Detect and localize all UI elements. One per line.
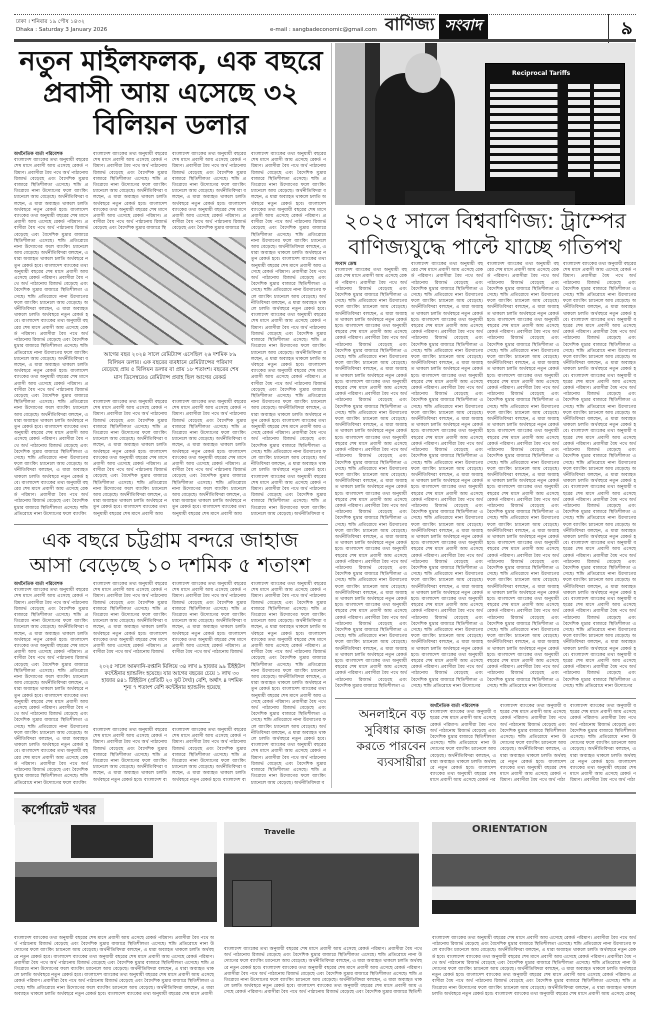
masthead-right: সংবাদ [439, 14, 488, 39]
body-text: বাংলাদেশ ব্যাংকের তথ্য অনুযায়ী বছরের শেষ মাসে প্রবাসী আয় এসেছে রেকর্ড পরিমাণ। প্রবাসীরা বৈধ পথে অর্থ পাঠানোয় রিজার্ভ বেড়েছে এবং বৈদেশিক মুদ্রার বাজারে স্থিতিশীলতা এসেছে। হুন্ডি প্রতিরোধে নানা উদ্যোগের ফলে ব্যাংকিং চ্যানেলে আয় বেড়েছে। অর্থনীতিবিদরা বলছেন, এ ধারা অব্যাহত থাকলে চলতি অর্থবছরে নতুন রেকর্ড হবে। বাংলাদেশ ব্য [172, 728, 246, 783]
section-divider [335, 698, 636, 699]
port-col-2 [93, 582, 167, 656]
money-photo [93, 237, 246, 345]
body-text: বাংলাদেশ ব্যাংকের তথ্য অনুযায়ী বছরের শেষ মাসে প্রবাসী আয় এসেছে রেকর্ড পরিমাণ। প্রবাসীরা বৈধ পথে অর্থ পাঠানোয় রিজার্ভ বেড়েছে এবং বৈদেশিক মুদ্রার বাজারে স্থিতিশীলতা এসেছে। হুন্ডি প্রতিরোধে নানা উদ্যোগের ফলে ব্যাংকিং চ্যানেলে আয় বেড়েছে। অর্থনীতিবিদরা বলছেন, এ ধারা অব্যাহত থাকলে চলতি অর্থবছরে নতুন রেকর্ড হবে। বাংলাদেশ ব্যাংকের তথ্য অনুযায়ী বছরের শেষ মাসে প্রবাসী আয় এসেছে রেকর্ড পরিমাণ। প্রবাসীরা বৈধ পথে অর্থ পাঠানোয় রিজার্ভ বেড়েছে এবং বৈদেশিক মুদ্রার বাজারে স্থিতিশীলতা এসেছে। হুন্ডি প্রতিরোধে নানা উদ্যোগের ফলে ব্যাংকিং চ্যানেলে আয় বেড়েছে। অর্থনীতিবিদরা বলছেন, এ ধারা অব্যাহত থাকলে চলতি অর্থবছরে নতুন রেকর্ড হবে। বাংলাদেশ ব্যাংকের তথ্য অনুযায়ী বছরের শেষ মাসে প্রবাসী আয় এসেছে রেকর্ড পরিমাণ। প্রবাসীরা বৈধ পথে অর্থ পাঠানোয় রিজার্ভ বেড়েছে এবং বৈদেশিক মুদ্রার বাজারে স্থিতিশীলতা এসেছে। হুন্ডি প্রতিরোধে নানা উদ্যোগের ফলে ব্যাংকিং চ্যানেলে আয় বেড়েছে। অর্থনীতিবিদরা বলছেন, এ ধারা অব্যাহত থাকলে চলতি অর্থবছরে নতুন রেকর্ড হবে। বাংলাদেশ ব্যাংকের তথ্য অনুযায়ী বছরের শেষ মাসে প্রবাসী [14, 936, 214, 997]
trade-col-2 [411, 262, 483, 690]
luggage [232, 880, 272, 927]
speaker-head [405, 53, 441, 93]
pullquote-rule [130, 722, 210, 723]
port-col-2b [93, 728, 167, 784]
remittance-col-2b [93, 400, 167, 518]
body-text: বাংলাদেশ ব্যাংকের তথ্য অনুযায়ী বছরের শেষ মাসে প্রবাসী আয় এসেছে রেকর্ড পরিমাণ। প্রবাসীরা বৈধ পথে অর্থ পাঠানোয় রিজার্ভ বেড়েছে এবং বৈদেশিক মুদ্রার বাজারে স্থিতিশীলতা এসেছে। হুন্ডি প্রতিরোধে নানা উদ্যোগের ফলে ব্যাংকিং চ্যানেলে আয় বেড়েছে। অর্থনীতিবিদরা বলছেন, এ ধারা অব্যাহত থাকলে চলতি অর্থবছরে নতুন রেকর্ড হবে। বাংলাদেশ ব্যাংকের তথ্য অনুযায়ী বছরের শেষ মাসে প্রবাসী আয় এসেছে রেকর্ড পরিমাণ। প্রবাসীরা বৈধ পথে অর্থ পাঠানোয় রিজার্ভ বেড়েছে এবং বৈদেশিক মুদ্রার বাজারে স্থিতিশীলতা এসেছে। হুন্ডি প্রতিরোধে নানা উদ্যোগের ফলে ব্যাংকিং চ্যানেলে আয় বেড়েছে। অর্থনীতিবিদরা বলছেন, এ ধারা অব্যাহত থাকলে চলতি অর্থবছরে নতুন রেকর্ড হবে। বাংলাদেশ ব্যাংকের তথ্য অনুযায়ী বছরের শেষ মাসে প্রবাসী আয় এসেছে রেকর্ড পরিমাণ। প্রবাসীরা বৈধ পথে অর্থ পাঠানোয় রিজার্ভ বেড়েছে এবং বৈদেশিক মুদ্রার বাজারে স্থিতিশীলতা এসেছে। হুন্ডি প্রতিরোধে নানা উদ্যোগের ফলে ব্যাংকিং চ্যানেলে আয় বেড়েছে। অর্থনীতিবিদরা বলছেন, এ ধারা অব্যাহত থাকলে চলতি অর্থবছরে নতুন রেকর্ড হবে। বাংলাদেশ ব্যাংকের তথ্য অনুযায়ী বছরের শেষ মাসে প্রবাসী আয় এসেছে রেকর্ড পরিমাণ। প্রবাসীরা বৈধ পথে অর্থ পাঠানোয় রিজার্ভ বেড়েছে এবং বৈদেশিক মুদ্রার বাজারে স্থিতিশীলতা এসেছে। হুন্ডি প্রতিরোধে নানা উদ্যোগের ফলে ব্যাংকিং চ্যানেলে আয় বেড়েছে। অর্থনীতিবিদরা বলছেন, এ ধারা অব্যাহত থাকলে চলতি অর্থবছরে নতুন রেকর্ড হবে। বাংলাদেশ ব্যাংকের তথ্য অনুযায়ী বছরের শেষ মাসে প্রবাসী আয় এসেছে রেকর্ড পরিমাণ। প্রবাসীরা বৈধ পথে অর্থ পাঠানোয় রিজার্ভ বেড়েছে এবং বৈদেশিক মুদ্রার বাজারে স্থিতিশীলতা এসেছে। হুন্ডি প্রতিরোধে নানা উদ্যোগের ফলে ব্যাংকিং চ্যানেলে আয় বেড়েছে। অর্থনীতিবিদরা বলছেন, এ ধারা অব্যাহত থাকলে চলতি অর্থবছরে নতুন রেকর্ড হবে। বাংলাদেশ ব্যাংকের তথ্য অনুযায়ী বছরের শেষ মাসে প্রবাসী আয় এসেছে রেকর্ড পরিমাণ। প্রবাসীরা বৈধ পথে অর্থ পাঠানোয় রিজার্ভ বেড়েছে এবং বৈদেশিক মুদ্রার বাজারে স্থিতিশীলতা এসেছে। হুন্ডি প্রতিরোধে নানা উদ্যোগের ফলে ব্যাংকিং চ্যানেলে আয় বেড়েছে। অর্থনীতিবিদরা বলছেন, এ ধারা অব্যাহত থাকলে চলতি অর্থবছরে নতুন রেকর্ড হবে। বাংলাদেশ ব্যাংকের তথ্য অনুযায়ী বছরের শেষ মাসে প্রবাসী আয় এসেছে রেকর্ড পরিমাণ। প্রবাসীরা বৈধ পথে অর্থ পাঠানোয় রিজার্ভ বেড়েছে এবং বৈদেশিক মুদ্রার বাজারে স্থিতিশীলতা এসেছে। হুন্ডি প্রতিরোধে নানা উদ্যোগের ফলে ব্যাংকিং চ্যানেলে আয় বেড়েছে। অর্থনীতিবিদরা বলছেন, এ ধারা অব্যাহত থাকলে চলতি অর্থবছরে নতুন রেকর্ড হবে। বাংলাদেশ ব্যাংকের তথ্য অনুযায়ী বছরের শেষ মাসে প্রবাসী আয় এসেছে রেকর্ড পরিমাণ। প্রবাসীরা বৈধ পথে অর্থ পাঠানোয় রিজার্ভ বেড়েছে এবং বৈদেশিক মুদ্রার বাজারে স্থিতিশীলতা এসেছে। হুন্ডি প্রতিরোধে নানা উদ্যোগের [563, 262, 636, 689]
remittance-headline: নতুন মাইলফলক, এক বছরে প্রবাসী আয় এসেছে ৩২ বিলিয়ন ডলার [19, 46, 323, 141]
trade-dateline: সংবাদ ডেস্ক [335, 262, 357, 267]
body-text: বাংলাদেশ ব্যাংকের তথ্য অনুযায়ী বছরের শেষ মাসে প্রবাসী আয় এসেছে রেকর্ড পরিমাণ। প্রবাসীরা বৈধ পথে অর্থ পাঠানোয় রিজার্ভ বেড়েছে এবং বৈদেশিক মুদ্রার বাজারে স্থিতিশীলতা এসেছে। হুন্ডি প্রতিরোধে নানা উদ্যোগের ফলে ব্যাংকিং চ্যানেলে আয় বেড়েছে। অর্থনীতিবিদরা বলছেন, এ ধারা অব্যাহত থাকলে চলতি অর্থবছরে নতুন রেকর্ড হবে। বাংলাদেশ ব্যাংকের তথ্য অনুযায়ী বছরের শেষ মাসে প্রবাসী আয় এসেছে রেকর্ড পরিমাণ। প্রবাসীরা বৈধ পথে অর্থ পাঠা [570, 704, 636, 784]
online-col-2 [500, 704, 566, 785]
body-text: বাংলাদেশ ব্যাংকের তথ্য অনুযায়ী বছরের শেষ মাসে প্রবাসী আয় এসেছে রেকর্ড পরিমাণ। প্রবাসীরা বৈধ পথে অর্থ পাঠানোয় রিজার্ভ বেড়েছে এবং বৈদেশিক মুদ্রার বাজারে স্থিতিশীলতা এসেছে। হুন্ডি প্রতিরোধে নানা উদ্যোগের ফলে ব্যাংকিং চ্যানেলে আয় বেড়েছে। অর্থনীতিবিদরা বলছেন, এ ধারা অব্যাহত থাকলে চলতি অর্থবছরে নতুন রেকর্ড হবে। বাংলাদেশ ব্যাংকের তথ্য অনুযায়ী বছরের শেষ মাসে প্রবাসী আয় এসেছে রেকর্ড পরিমাণ। প্রবাসীরা বৈধ পথে অর্থ পাঠানোয় রিজার্ভ বেড়েছে এবং বৈদেশিক মুদ্রার বাজারে স্থিতিশীলতা এসেছে। হুন্ডি প্রতিরোধে নানা উদ্যোগের ফলে ব্যাংকিং চ্যানেলে আয় বেড়েছে। অর্থনীতিবিদরা বলছেন, এ ধারা অব্যাহত থাকলে চলতি অর্থবছরে নতুন রেকর্ড হবে। বাংলাদেশ ব্যাংকের তথ্য অনুযায়ী বছরের শেষ মাসে প্রবাসী আয় এসেছে রেকর্ড পরিমাণ। প্রবাসীরা বৈধ পথে অর্থ পাঠানোয় রিজার্ভ বেড়েছে এবং বৈদেশিক মুদ্রার বাজারে স্থিতিশীলতা এসেছে। হুন্ডি প্রতিরোধে নানা উদ্যোগের ফলে ব্যাংকিং চ্যানেলে আয় বেড়েছে। অর্থনীতিবিদরা বলছেন, এ ধারা অব্যাহত থাকলে চলতি অর্থবছরে নতুন রেকর্ড হবে। বাংলাদেশ ব্যাংকের তথ্য অনুযায়ী বছরের শেষ মাসে প্রবাসী আয় এসেছে রেকর্ [432, 936, 636, 997]
body-text: বাংলাদেশ ব্যাংকের তথ্য অনুযায়ী বছরের শেষ মাসে প্রবাসী আয় এসেছে রেকর্ড পরিমাণ। প্রবাসীরা বৈধ পথে অর্থ পাঠানোয় রিজার্ভ বেড়েছে এবং বৈদেশিক মুদ্রার বাজারে স্থিতিশীলতা এসেছে। হুন্ডি প্রতিরোধে নানা উদ্যোগের ফলে ব্যাংকিং চ্যানেলে আয় বেড়েছে। অর্থনীতিবিদরা বলছেন, এ ধারা অব্যাহত থাকলে চলতি অর্থবছরে নতুন রেকর্ড হবে। বাংলাদেশ ব্যাংকের তথ্য অনুযায়ী বছরের শেষ মাসে প্রবাসী আয় এসেছে রেকর্ড পরিমাণ। প্রবাসীরা বৈধ পথে অর্থ পাঠা [500, 704, 566, 784]
corporate-caption-3 [432, 936, 636, 998]
travelle-logo: Travelle [264, 828, 296, 836]
orientation-banner: ORIENTATION [472, 824, 548, 835]
body-text: বাংলাদেশ ব্যাংকের তথ্য অনুযায়ী বছরের শেষ মাসে প্রবাসী আয় এসেছে রেকর্ড পরিমাণ। প্রবাসীরা বৈধ পথে অর্থ পাঠানোয় রিজার্ভ বেড়েছে এবং বৈদেশিক মুদ্রার বাজারে স্থিতিশীলতা এসেছে। হুন্ডি প্রতিরোধে নানা উদ্যোগের ফলে ব্যাংকিং চ্যানেলে আয় বেড়েছে। অর্থনীতিবিদরা বলছেন, এ ধারা অব্যাহত থাকলে চলতি অর্থবছরে নতুন রেকর্ড হবে। বাংলাদেশ ব্যাংকের তথ্য অনুযায়ী বছরের শেষ মাসে প্রবাসী আয় এসেছে রেকর্ড পরিমাণ। প্রবাসীরা বৈধ পথে অর্থ পাঠানোয় রিজার্ভ বেড়েছে এবং বৈদেশিক মুদ্রার বাজারে স্থিতিশীলতা এসেছে। হুন্ডি প্রতিরোধে নানা উদ্যোগের ফলে ব্যাংকিং চ্যানেলে আয় বেড়েছে। অর্থনীতিবিদরা বলছেন, এ ধারা অব্যাহত থাকলে চলতি অর্থবছরে নতুন রেকর্ড হবে। বাংলাদেশ ব্যাংকের তথ্য অনুযায়ী বছরের শেষ মাসে প্রবাসী আয় [172, 400, 246, 517]
header-dotted-rule [14, 14, 636, 15]
port-pullquote: ২০২৫ সালে আমদানি-রপ্তানি মিলিয়ে ৩৪ লাখ ৯ হাজার ৯৯ টিইইউস কন্টেইনার হ্যান্ডলিং হয়েছে। যার আগের বছরের চেয়ে ১ লাখ ৩০ হাজার ৪৪১ টিইইউস (প্রতিটি ২০ ফুট দৈর্ঘ্য) বেশি, অর্থাৎ ৪ দশমিক শূন্য ৭ শতাংশ বেশি কন্টেইনার হ্যান্ডলিং হয়েছে [99, 664, 245, 691]
port-dateline: অর্থনৈতিক বার্তা পরিবেশক [14, 582, 63, 587]
speaker-figure [375, 73, 455, 205]
body-text: বাংলাদেশ ব্যাংকের তথ্য অনুযায়ী বছরের শেষ মাসে প্রবাসী আয় এসেছে রেকর্ড পরিমাণ। প্রবাসীরা বৈধ পথে অর্থ পাঠানোয় রিজার্ভ বেড়েছে এবং বৈদেশিক মুদ্রার বাজারে স্থিতিশীলতা এসেছে। হুন্ডি প্রতিরোধে নানা উদ্যোগের ফলে ব্যাংকিং চ্যানেলে আয় বেড়েছে। অর্থনীতিবিদরা বলছেন, এ ধারা অব্যাহত থাকলে চলতি অর্থবছরে নতুন রেকর্ড হবে। বাংলাদেশ ব্যাংকের তথ্য অনুযায়ী বছরের শেষ মাসে প্রবাসী আয় এসেছে রেকর্ড পরিমাণ। প্রবাসীরা বৈধ পথে অর্থ পাঠানোয় রিজার্ভ বেড়েছে এবং বৈদেশিক মুদ্রার বাজারে স্থিতিশীলতা এসেছে। হুন্ডি প্রতিরোধে নানা উদ্যোগের ফলে ব্যাংকিং চ্যানেলে আয় বেড়েছে। অর্থনীতিবিদরা বলছেন, এ ধারা অব্যাহত থাকলে চলতি অর্থবছরে নতুন রেকর্ড হবে। বাংলাদেশ ব্যাংকের তথ্য অনুযায়ী বছরের শেষ মাসে প্রবাসী আয় এসেছে রেকর্ড পরিমাণ। প্রবাসীরা বৈধ পথে অর্থ পাঠানোয় রিজার্ভ বেড়েছে এবং বৈদেশিক মুদ্রার বাজারে স্থিতিশীলতা এসেছে। হুন্ডি প্রতিরোধে নানা উদ্যোগের ফলে ব্যাংকিং চ্যানেলে আয় বেড়েছে। অর্থনীতিবিদরা বলছেন, এ ধারা অব্যাহত থাকলে চলতি অর্থবছরে নতুন রেকর্ড হবে। বাংলাদেশ ব্যাংকের তথ্য অনুযায়ী বছরের শেষ মাসে প্রবাসী আয় এসেছে রেকর্ড পরিমাণ। প্রবাসীরা বৈধ পথে অর্থ পাঠানোয় রিজার্ভ বেড়েছে এবং বৈদেশিক মুদ্রার বাজারে স্থিতিশীলতা এসেছে। হুন্ডি প্রতিরোধে নানা উদ্যোগের ফলে ব্যাংকিং চ্যানেলে আয় বেড়েছে। অর্থনীতিবিদরা বলছেন, এ ধারা অব্যাহত থাকলে চলতি অর্থবছরে নতুন রেকর্ড হবে। বাংলাদেশ ব্যাংকের তথ্য অনুযায়ী বছরের শেষ মাসে প্রবাসী আয় এসেছে রেকর্ড পরিমাণ। প্রবাসীরা বৈধ পথে অর্থ পাঠানোয় রিজার্ভ বেড়েছে এবং বৈদেশিক মুদ্রার বাজারে স্থিতিশীলতা এসেছে। হুন্ডি প্রতিরোধে নানা উদ্যোগের ফলে ব্যাংকিং চ্যানেলে আয় বেড়েছে। অর্থনীতিবিদরা বলছেন, এ ধারা অব্যাহত থাকলে চলতি অর্থবছরে নতুন রেকর্ড হবে। বাংলাদেশ ব্যাংকের তথ্য অনুযায়ী বছরের শেষ মাসে প্রবাসী আয় এসেছে রেকর্ড পরিমাণ। প্রবাসীরা বৈধ পথে অর্থ পাঠানোয় রিজার্ভ বেড়েছে এবং বৈদেশিক মুদ্রার বাজারে স্থিতিশীলতা এসেছে। হুন্ডি প্রতিরোধে নানা উদ্যোগের ফলে ব্যাংকিং চ্যানেলে আয় বেড়েছে। অর্থনীতিবিদরা বলছেন, এ ধারা অব্যাহত থাকলে চলতি অর্থবছরে নতুন রেকর্ড হবে। বাংলাদেশ ব্যাংকের তথ্য অনুযায়ী বছরের শেষ মাসে প্রবাসী আয় এসেছে রেকর্ড পরিমাণ। প্রবাসীরা বৈধ পথে অর্থ পাঠানোয় রিজার্ভ বেড়েছে এবং বৈদেশিক মুদ্রার বাজারে স্থিতিশীলতা এসেছে। হুন্ডি প্রতিরোধে নানা উদ্যোগের ফলে ব্যাংকিং চ্যানেলে আয় বেড়েছে। অর্থনীতিবিদরা বলছেন, এ ধারা অব্যাহত থাকলে চলতি অর্থবছরে নতুন রেকর্ড হবে। বাংলাদেশ ব্যাংকের তথ্য অনুযায়ী বছরের শেষ মাসে প্রবাসী আয় এসেছে রেকর্ড পরিমাণ। প্রবাসীরা বৈধ পথে অর্থ পাঠানোয় রিজার্ভ বেড়েছে এবং বৈদেশিক মুদ্রার বাজারে স্থিতিশীলতা এ [335, 268, 407, 689]
column-divider [331, 43, 332, 788]
port-col-3 [172, 582, 246, 656]
body-text: বাংলাদেশ ব্যাংকের তথ্য অনুযায়ী বছরের শেষ মাসে প্রবাসী আয় এসেছে রেকর্ড পরিমাণ। প্রবাসীরা বৈধ পথে অর্থ পাঠানোয় রিজার্ভ বেড়েছে এবং বৈদেশিক মুদ্রার বাজারে স্থিতিশীলতা এসেছে। হুন্ডি প্রতিরোধে নানা উদ্যোগের ফলে ব্যাংকিং চ্যানেলে আয় বেড়েছে। অর্থনীতিবিদরা বলছেন, এ ধারা অব্যাহত থাকলে চলতি অর্থবছরে নতুন রেকর্ড হবে। বাংলাদেশ ব্যাংকের তথ্য অনুযায়ী বছরের শেষ মাসে প্রবাসী আয় এসেছে রেকর্ড পর [430, 710, 496, 784]
port-headline: এক বছরে চট্টগ্রাম বন্দরে জাহাজ আসা বেড়েছে ১০ দশমিক ৫ শতাংশ [29, 528, 311, 577]
remittance-col-3 [172, 152, 246, 233]
corporate-photo-3 [432, 822, 636, 914]
tariff-board [485, 63, 625, 205]
remittance-photo-caption: আগের বছর ২০২৪ সালে রেমিট্যান্স এসেছিল ২৬ দশমিক ৮৯ বিলিয়ন ডলার। এক বছরের ব্যবধানে রেমিট্যান্সের পরিমাণ বেড়েছে প্রায় ৫ বিলিয়ন ডলার বা প্রায় ১৮ শতাংশ। বছরের শেষ মাস ডিসেম্বরেও রেমিট্যান্স প্রবাহ ছিল আগের রেকর্ড [101, 352, 239, 381]
body-text: বাংলাদেশ ব্যাংকের তথ্য অনুযায়ী বছরের শেষ মাসে প্রবাসী আয় এসেছে রেকর্ড পরিমাণ। প্রবাসীরা বৈধ পথে অর্থ পাঠানোয় রিজার্ভ বেড়েছে এবং বৈদেশিক মুদ্রার বাজারে স্থিতিশীলতা এসেছে। হুন্ডি প্রতিরোধে নানা উদ্যোগের ফলে ব্যাংকিং চ্যানেলে আয় বেড়েছে। অর্থনীতিবিদরা বলছেন, এ ধারা অব্যাহত থাকলে চলতি অর্থবছরে নতুন রেকর্ড হবে। বাংলাদেশ ব্যাংকের তথ্য অনুযায়ী বছরের শেষ মাসে প্রবাসী আয় এসেছে রেকর্ড পরিমাণ। প্রবাসীরা বৈধ পথে অর্থ পাঠানোয় রিজার্ভ বেড়েছে এবং বৈদেশিক মুদ্রার বাজারে স্থিতিশীলতা এসেছে। হুন্ডি প্রতিরোধে নানা উদ্যোগের ফলে ব্যাংকিং চ্যানেলে আয় বেড়েছে। অর্থনীতিবিদরা বলছেন, এ ধারা অব্যাহত থাকলে চলতি অর্থবছরে নতুন রেকর্ড হবে। বাংলাদেশ ব্যাংকের তথ্য অনুযায়ী বছরের শেষ মাসে প্রবাসী আয় এসেছে রেকর্ড পরিমাণ। প্রবাসীরা বৈধ পথে অর্থ পাঠানোয় রিজার্ভ বেড়েছে এবং বৈদেশিক মুদ্রার বাজারে স্থিতিশীলতা এসেছে। হুন্ডি প্রতিরোধে নানা উদ্যোগের ফলে ব্যাংকিং চ্যানেলে আয় বেড়েছে। অর্থনীতিবিদরা বলছেন, এ ধারা অব্যাহত থাকলে চলতি অর্থবছরে নতুন রেকর্ড হবে। বাংলাদেশ ব্যাংকের তথ্য অনুযায়ী বছরের শেষ মাসে প্রবাসী আয় এসেছে রেকর্ড পরিমাণ। প্রবাসীরা বৈধ পথে অর্থ পাঠানোয় রিজার্ভ বেড়েছে এবং বৈদেশিক মুদ্রার বাজারে স্থিতিশীলতা এসেছে। হুন্ডি প্রতিরোধে নানা উদ্যোগের ফলে ব্যাংকিং চ্যানেলে আয় বেড়েছে। অর্থনীতিবিদরা ব [251, 582, 326, 786]
trade-col-4 [563, 262, 636, 690]
header-email: e-mail : sangbadeconomic@gmail.com [270, 27, 377, 33]
section-divider [14, 524, 328, 525]
header-date [16, 18, 107, 34]
port-col-4 [251, 582, 326, 787]
trade-col-3 [487, 262, 559, 690]
tariff-board-title: Reciprocal Tariffs [512, 70, 571, 77]
remittance-col-2 [93, 152, 167, 233]
online-headline: অনলাইনে বড় সুবিধার কাজ করতে পারবেন ব্যবসায়ীরা [356, 707, 426, 769]
corporate-section-title: কর্পোরেট খবর [14, 798, 104, 825]
remittance-col-3b [172, 400, 246, 518]
body-text: বাংলাদেশ ব্যাংকের তথ্য অনুযায়ী বছরের শেষ মাসে প্রবাসী আয় এসেছে রেকর্ড পরিমাণ। প্রবাসীরা বৈধ পথে অর্থ পাঠানোয় রিজার্ভ বেড়েছে এবং বৈদেশিক মুদ্রার বাজারে স্থিতিশীলতা এসেছে। হুন্ডি প্রতিরোধে নানা উদ্যোগের ফলে ব্যাংকিং চ্যানেলে আয় বেড়েছে। অর্থনীতিবিদরা বলছেন, এ ধারা অব্যাহত থাকলে চলতি অর্থবছরে নতুন রেকর্ড হবে। বাংলাদেশ ব্যাংকের তথ্য অনুযায়ী বছরের শেষ মাসে প্রবাসী আয় এসেছে রেকর্ড পরিমাণ। প্রবাসীরা বৈধ পথে অর্থ পাঠানোয় রিজার্ভ বেড়েছে এবং বৈদেশিক মুদ্রার বাজারে স্থি [172, 152, 246, 232]
body-text: বাংলাদেশ ব্যাংকের তথ্য অনুযায়ী বছরের শেষ মাসে প্রবাসী আয় এসেছে রেকর্ড পরিমাণ। প্রবাসীরা বৈধ পথে অর্থ পাঠানোয় রিজার্ভ বেড়েছে এবং বৈদেশিক মুদ্রার বাজারে স্থিতিশীলতা এসেছে। হুন্ডি প্রতিরোধে নানা উদ্যোগের ফলে ব্যাংকিং চ্যানেলে আয় বেড়েছে। অর্থনীতিবিদরা বলছেন, এ ধারা অব্যাহত থাকলে চলতি অর্থবছরে নতুন রেকর্ড হবে। বাংলাদেশ ব্যাংকের তথ্য অনুযায়ী বছরের শেষ মাসে প্রবাসী আয় এসেছে রেকর্ড পরিমাণ। প্রবাসীরা বৈধ পথে অর্থ পাঠানোয় রিজার্ভ বেড়েছে এবং বৈদেশিক মুদ্রার বাজারে স্থিতিশীলতা এসেছে। হুন্ডি প্রতিরোধে নানা উদ্যোগের ফলে ব্যাংকিং চ্যানেলে আয় বেড়েছে। অর্থনীতিবিদরা বলছেন, এ ধারা অব্যাহত থাকলে চলতি অর্থবছরে নতুন রেকর্ড হবে। বাংলাদেশ ব্যাংকের তথ্য অনুযায়ী বছরের শেষ মাসে প্রবাসী আয় এসেছে রেকর্ড পরিমাণ। প্রবাসীরা বৈধ পথে অর্থ পাঠানোয় রিজার্ভ বেড়েছে এবং বৈদেশিক মুদ্রার বাজারে স্থিতিশীলতা এসেছে। হুন্ডি প্রতিরোধে নানা উদ্যোগের ফলে ব্যাংকিং চ্যানেলে আয় বেড়েছে। অর্থনীতিবিদরা বলছেন, এ ধারা অব্যাহত থাকলে চলতি অর্থবছরে নতুন রেকর্ড হবে। বাংলাদেশ ব্যাংকের তথ্য অনুযায়ী বছরের শেষ মাসে প্রবাসী আয় এসেছে রেকর্ড পরিমাণ। প্রবাসীরা বৈধ পথে অর্থ পাঠানোয় রিজার্ভ বেড়েছে এবং বৈদেশিক মুদ্রার বাজারে স্থিতিশীলতা এসেছে। হুন্ডি প্রতিরোধে নানা উদ্যোগের ফলে ব্যাংকিং [14, 588, 88, 786]
date-english: Dhaka : Saturday 3 January 2026 [16, 27, 108, 33]
body-text: বাংলাদেশ ব্যাংকের তথ্য অনুযায়ী বছরের শেষ মাসে প্রবাসী আয় এসেছে রেকর্ড পরিমাণ। প্রবাসীরা বৈধ পথে অর্থ পাঠানোয় রিজার্ভ বেড়েছে এবং বৈদেশিক মুদ্রার বাজারে স্থিতিশীলতা এসেছে। হুন্ডি প্রতিরোধে নানা উদ্যোগের ফলে ব্যাংকিং চ্যানেলে আয় বেড়েছে। অর্থনীতিবিদরা বলছেন, এ ধারা অব্যাহত থাকলে চলতি অর্থবছরে নতুন রেকর্ড হবে। বাংলাদেশ ব্যাংকের তথ্য অনুযায়ী বছরের শেষ মাসে প্রবাসী আয় এসেছে রেকর্ড পরিমাণ। প্রবাসীরা বৈধ পথে অর্থ পাঠানোয় রিজার্ভ বেড়েছে এবং বৈদেশিক মুদ্রার বাজারে স্থিতিশীলতা এসেছে। হুন্ডি প্রতিরোধে নানা উদ্যোগের ফলে ব্যাংকিং চ্যানেলে আয় বেড়েছে। অর্থনীতিবিদরা বলছেন, এ ধারা অব্যাহত থাকলে চলতি অর্থবছরে নতুন রেকর্ড হবে। বাংলাদেশ ব্যাংকের তথ্য অনুযায়ী বছরের শেষ মাসে প্রবাসী আয় এসেছে রেকর্ড পরিমাণ। প্রবাসীরা বৈধ পথে অর্থ পাঠানোয় রিজার্ভ বেড়েছে এবং বৈদেশিক মুদ্রার বাজারে স্থিতিশীলতা এসেছে। হুন্ডি প্রতিরোধে নানা উদ্যোগের ফলে ব্যাংকিং চ্যানেলে আয় বেড়েছে। অর্থনীতিবিদরা বলছেন, এ ধারা অব্যাহত থাকলে চলতি অর্থবছরে নতুন রেকর্ড হবে। বাংলাদেশ ব্যাংকের তথ্য অনুযায়ী বছরের শেষ মাসে প্রবাসী আয় এসেছে রেকর্ড পরিমাণ। প্রবাসীরা বৈধ পথে অর্থ পাঠানোয় রিজার্ভ বেড়েছে এবং বৈদেশিক মুদ্রার বাজারে স্থিতিশীলতা এসেছে। হুন্ডি প্রতিরোধে নানা উদ্যোগের ফলে ব্যাংকিং চ্যানেলে আয় বেড়েছে। অর্থনীতিবিদরা বলছেন, এ ধারা অব্যাহত থাকলে চলতি অর্থবছরে নতুন রেকর্ড হবে। বাংলাদেশ ব্যাংকের তথ্য অনুযায়ী বছরের শেষ মাসে প্রবাসী আয় এসেছে রেকর্ড পরিমাণ। প্রবাসীরা বৈধ পথে অর্থ পাঠানোয় রিজার্ভ বেড়েছে এবং বৈদেশিক মুদ্রার বাজারে স্থিতিশীলতা এসেছে। হুন্ডি প্রতিরোধে নানা উদ্যোগের ফলে ব্যাংকিং চ্যানেলে আয় বেড়েছে। অর্থনীতিবিদরা বলছেন, এ ধারা অব্যাহত থাকলে চলতি অর্থবছরে নতুন রেকর্ড হবে। বাংলাদেশ ব্যাংকের তথ্য অনুযায়ী বছরের শেষ মাসে প্রবাসী আয় এসেছে রেকর্ড পরিমাণ। প্রবাসীরা বৈধ পথে অর্থ পাঠানোয় রিজার্ভ বেড়েছে এবং বৈদেশিক মুদ্রার বাজারে স্থিতিশীলতা এসেছে। হুন্ডি প্রতিরোধে নানা উদ্যোগের ফলে ব্যাংকিং চ্যানেলে আয় বেড়েছে। অর্থনীতিবিদরা বলছেন, এ ধারা অব্যাহত থাকলে চলতি অর্থবছরে নতুন রেকর্ড হবে। বাংলাদেশ ব্যাংকের তথ্য অনুযায়ী বছরের শেষ মাসে প্রবাসী আয় এসেছে রেকর্ড পরিমাণ। প্রবাসীরা বৈধ পথে অর্থ পাঠানোয় রিজার্ভ বেড়েছে এবং বৈদেশিক মুদ্রার বাজারে স্থিতিশীলতা এসেছে। হুন্ডি প্রতিরোধে নানা উদ্যোগের ফলে ব্যাংকিং চ্যানেলে আয় বেড়েছে। অর্থনীতিবিদরা ব [251, 152, 326, 517]
port-col-3b [172, 728, 246, 784]
body-text: বাংলাদেশ ব্যাংকের তথ্য অনুযায়ী বছরের শেষ মাসে প্রবাসী আয় এসেছে রেকর্ড পরিমাণ। প্রবাসীরা বৈধ পথে অর্থ পাঠানোয় রিজার্ভ বেড়েছে এবং বৈদেশিক মুদ্রার বাজারে স্থিতিশীলতা এসেছে। হুন্ডি প্রতিরোধে নানা উদ্যোগের ফলে ব্যাংকিং চ্যানেলে আয় বেড়েছে। অর্থনীতিবিদরা বলছেন, এ ধারা অব্যাহত থাকলে চলতি অর্থবছরে নতুন রেকর্ড হবে। বাংলাদেশ ব্যাংকের তথ্য অনুযায়ী বছরের শেষ মাসে প্রবাসী আয় এসেছে রেকর্ড পরিমাণ। প্রবাসীরা বৈধ পথে অর্থ পাঠানোয় রিজার্ভ বেড়েছে এবং বৈদেশিক মুদ্রার বাজারে স্থিতিশীলতা এসেছে। হুন্ডি প্রতিরোধে নানা উদ্যোগের ফলে ব্যাংকিং চ্যানেলে আয় বেড়েছে। অর্থনীতিবিদরা বলছেন, এ ধারা অব্যাহত থাকলে চলতি অর্থবছরে নতুন রেকর্ড হবে। বাংলাদেশ ব্যাংকের তথ্য অনুযায়ী বছরের শেষ মাসে প্রবাসী আয় এসেছে রেকর্ড পরিমাণ। প্রবাসীরা বৈধ পথে অর্থ পাঠানোয় রিজার্ভ বেড়েছে এবং বৈদেশিক মুদ্রার বাজারে স্থিতিশী [224, 947, 422, 996]
header-rule [14, 39, 636, 42]
remittance-col-1 [14, 152, 88, 518]
online-col-1 [430, 704, 496, 785]
body-text: বাংলাদেশ ব্যাংকের তথ্য অনুযায়ী বছরের শেষ মাসে প্রবাসী আয় এসেছে রেকর্ড পরিমাণ। প্রবাসীরা বৈধ পথে অর্থ পাঠানোয় রিজার্ভ বেড়েছে এবং বৈদেশিক মুদ্রার বাজারে স্থিতিশীলতা এসেছে। হুন্ডি প্রতিরোধে নানা উদ্যোগের ফলে ব্যাংকিং চ্যানেলে আয় বেড়েছে। অর্থনীতিবিদরা বলছেন, এ ধারা অব্যাহত থাকলে চলতি অর্থবছরে নতুন রেকর্ড হবে। বাংলাদেশ ব্যাংকের তথ্য অনুযায়ী বছরের শেষ মাসে প্রবাসী আয় এসেছে রেকর্ড পরিমাণ। প্রবাসীরা বৈধ পথে অর্থ পাঠানোয় রিজার্ভ বেড়েছে এবং বৈদেশিক মুদ্রার বাজারে স্থিতিশীলতা এসেছে। হুন্ডি প্রতিরোধে নানা উদ্যোগের ফলে ব্যাংকিং চ্যানেলে আয় বেড়েছে। অর্থনীতিবিদরা বলছেন, এ ধারা অব্যাহত থাকলে চলতি অর্থবছরে নতুন রেকর্ড হবে। বাংলাদেশ ব্যাংকের তথ্য অনুযায়ী বছরের শেষ মাসে প্রবাসী আয় এসেছে রেকর্ড পরিমাণ। প্রবাসীরা বৈধ পথে অর্থ পাঠানোয় রিজার্ভ বেড়েছে এবং বৈদেশিক মুদ্রার বাজারে স্থিতিশীলতা এসেছে। হুন্ডি প্রতিরোধে নানা উদ্যোগের ফলে ব্যাংকিং চ্যানেলে আয় বেড়েছে। অর্থনীতিবিদরা বলছেন, এ ধারা অব্যাহত থাকলে চলতি অর্থবছরে নতুন রেকর্ড হবে। বাংলাদেশ ব্যাংকের তথ্য অনুযায়ী বছরের শেষ মাসে প্রবাসী আয় এসেছে রেকর্ড পরিমাণ। প্রবাসীরা বৈধ পথে অর্থ পাঠানোয় রিজার্ভ বেড়েছে এবং বৈদেশিক মুদ্রার বাজারে স্থিতিশীলতা এসেছে। হুন্ডি প্রতিরোধে নানা উদ্যোগের ফলে ব্যাংকিং চ্যানেলে আয় বেড়েছে। অর্থনীতিবিদরা বলছেন, এ ধারা অব্যাহত থাকলে চলতি অর্থবছরে নতুন রেকর্ড হবে। বাংলাদেশ ব্যাংকের তথ্য অনুযায়ী বছরের শেষ মাসে প্রবাসী আয় এসেছে রেকর্ড পরিমাণ। প্রবাসীরা বৈধ পথে অর্থ পাঠানোয় রিজার্ভ বেড়েছে এবং বৈদেশিক মুদ্রার বাজারে স্থিতিশীলতা এসেছে। হুন্ডি প্রতিরোধে নানা উদ্যোগের ফলে ব্যাংকিং চ্যানেলে আয় বেড়েছে। অর্থনীতিবিদরা বলছেন, এ ধারা অব্যাহত থাকলে চলতি অর্থবছরে নতুন রেকর্ড হবে। বাংলাদেশ ব্যাংকের তথ্য অনুযায়ী বছরের শেষ মাসে প্রবাসী আয় এসেছে রেকর্ড পরিমাণ। প্রবাসীরা বৈধ পথে অর্থ পাঠানোয় রিজার্ভ বেড়েছে এবং বৈদেশিক মুদ্রার বাজারে স্থিতিশীলতা এসেছে। হুন্ডি প্রতিরোধে নানা উদ্যোগের ফলে ব্যাংকিং চ্যানেলে আয় বেড়েছে। অর্থনীতিবিদরা বলছেন, এ ধারা অব্যাহত থাকলে চলতি অর্থবছরে নতুন রেকর্ড হবে। বাংলাদেশ ব্যাংকের তথ্য অনুযায়ী বছরের শেষ মাসে প্রবাসী আয় এসেছে রেকর্ড পরিমাণ। প্রবাসীরা বৈধ পথে অর্থ পাঠানোয় রিজার্ভ বেড়েছে এবং বৈদেশিক মুদ্রার বাজারে স্থিতিশীলতা এসেছে। হুন্ডি প্রতিরোধে নানা উদ্যোগের ফলে ব্যাংকিং [14, 158, 88, 517]
corporate-photo-2 [224, 822, 419, 927]
masthead-left: বাণিজ্য [385, 15, 435, 35]
body-text: বাংলাদেশ ব্যাংকের তথ্য অনুযায়ী বছরের শেষ মাসে প্রবাসী আয় এসেছে রেকর্ড পরিমাণ। প্রবাসীরা বৈধ পথে অর্থ পাঠানোয় রিজার্ভ বেড়েছে এবং বৈদেশিক মুদ্রার বাজারে স্থিতিশীলতা এসেছে। হুন্ডি প্রতিরোধে নানা উদ্যোগের ফলে ব্যাংকিং চ্যানেলে আয় বেড়েছে। অর্থনীতিবিদরা বলছেন, এ ধারা অব্যাহত থাকলে চলতি অর্থবছরে নতুন রেকর্ড হবে। বাংলাদেশ ব্যাংকের তথ্য অনুযায়ী বছরের শেষ মাসে প্রবাসী আয় এসেছে রেকর্ড পরিমাণ। প্রবাসীরা বৈধ পথে অর্থ পাঠানোয় রিজার্ভ [93, 582, 167, 656]
trade-war-headline: ২০২৫ সালে বিশ্ববাণিজ্য: ট্রাম্পের বাণিজ্যযুদ্ধে পাল্টে যাচ্ছে গতিপথ [343, 209, 627, 259]
body-text: বাংলাদেশ ব্যাংকের তথ্য অনুযায়ী বছরের শেষ মাসে প্রবাসী আয় এসেছে রেকর্ড পরিমাণ। প্রবাসীরা বৈধ পথে অর্থ পাঠানোয় রিজার্ভ বেড়েছে এবং বৈদেশিক মুদ্রার বাজারে স্থিতিশীলতা এসেছে। হুন্ডি প্রতিরোধে নানা উদ্যোগের ফলে ব্যাংকিং চ্যানেলে আয় বেড়েছে। অর্থনীতিবিদরা বলছেন, এ ধারা অব্যাহত থাকলে চলতি অর্থবছরে নতুন রেকর্ড হবে। বাংলাদেশ ব্য [93, 728, 167, 783]
body-text: বাংলাদেশ ব্যাংকের তথ্য অনুযায়ী বছরের শেষ মাসে প্রবাসী আয় এসেছে রেকর্ড পরিমাণ। প্রবাসীরা বৈধ পথে অর্থ পাঠানোয় রিজার্ভ বেড়েছে এবং বৈদেশিক মুদ্রার বাজারে স্থিতিশীলতা এসেছে। হুন্ডি প্রতিরোধে নানা উদ্যোগের ফলে ব্যাংকিং চ্যানেলে আয় বেড়েছে। অর্থনীতিবিদরা বলছেন, এ ধারা অব্যাহত থাকলে চলতি অর্থবছরে নতুন রেকর্ড হবে। বাংলাদেশ ব্যাংকের তথ্য অনুযায়ী বছরের শেষ মাসে প্রবাসী আয় এসেছে রেকর্ড পরিমাণ। প্রবাসীরা বৈধ পথে অর্থ পাঠানোয় রিজার্ভ বেড়েছে এবং বৈদেশিক মুদ্রার বাজারে স্থিতিশীলতা এসেছে। হুন্ডি প্রতিরোধে নানা উদ্যোগের ফলে ব্যাংকিং চ্যানেলে আয় বেড়েছে। অর্থনীতিবিদরা বলছেন, এ ধারা অব্যাহত থাকলে চলতি অর্থবছরে নতুন রেকর্ড হবে। বাংলাদেশ ব্যাংকের তথ্য অনুযায়ী বছরের শেষ মাসে প্রবাসী আয় এসেছে রেকর্ড পরিমাণ। প্রবাসীরা বৈধ পথে অর্থ পাঠানোয় রিজার্ভ বেড়েছে এবং বৈদেশিক মুদ্রার বাজারে স্থিতিশীলতা এসেছে। হুন্ডি প্রতিরোধে নানা উদ্যোগের ফলে ব্যাংকিং চ্যানেলে আয় বেড়েছে। অর্থনীতিবিদরা বলছেন, এ ধারা অব্যাহত থাকলে চলতি অর্থবছরে নতুন রেকর্ড হবে। বাংলাদেশ ব্যাংকের তথ্য অনুযায়ী বছরের শেষ মাসে প্রবাসী আয় এসেছে রেকর্ড পরিমাণ। প্রবাসীরা বৈধ পথে অর্থ পাঠানোয় রিজার্ভ বেড়েছে এবং বৈদেশিক মুদ্রার বাজারে স্থিতিশীলতা এসেছে। হুন্ডি প্রতিরোধে নানা উদ্যোগের ফলে ব্যাংকিং চ্যানেলে আয় বেড়েছে। অর্থনীতিবিদরা বলছেন, এ ধারা অব্যাহত থাকলে চলতি অর্থবছরে নতুন রেকর্ড হবে। বাংলাদেশ ব্যাংকের তথ্য অনুযায়ী বছরের শেষ মাসে প্রবাসী আয় এসেছে রেকর্ড পরিমাণ। প্রবাসীরা বৈধ পথে অর্থ পাঠানোয় রিজার্ভ বেড়েছে এবং বৈদেশিক মুদ্রার বাজারে স্থিতিশীলতা এসেছে। হুন্ডি প্রতিরোধে নানা উদ্যোগের ফলে ব্যাংকিং চ্যানেলে আয় বেড়েছে। অর্থনীতিবিদরা বলছেন, এ ধারা অব্যাহত থাকলে চলতি অর্থবছরে নতুন রেকর্ড হবে। বাংলাদেশ ব্যাংকের তথ্য অনুযায়ী বছরের শেষ মাসে প্রবাসী আয় এসেছে রেকর্ড পরিমাণ। প্রবাসীরা বৈধ পথে অর্থ পাঠানোয় রিজার্ভ বেড়েছে এবং বৈদেশিক মুদ্রার বাজারে স্থিতিশীলতা এসেছে। হুন্ডি প্রতিরোধে নানা উদ্যোগের ফলে ব্যাংকিং চ্যানেলে আয় বেড়েছে। অর্থনীতিবিদরা বলছেন, এ ধারা অব্যাহত থাকলে চলতি অর্থবছরে নতুন রেকর্ড হবে। বাংলাদেশ ব্যাংকের তথ্য অনুযায়ী বছরের শেষ মাসে প্রবাসী আয় এসেছে রেকর্ড পরিমাণ। প্রবাসীরা বৈধ পথে অর্থ পাঠানোয় রিজার্ভ বেড়েছে এবং বৈদেশিক মুদ্রার বাজারে স্থিতিশীলতা এসেছে। হুন্ডি প্রতিরোধে নানা উদ্যোগের ফলে ব্যাংকিং চ্যানেলে আয় বেড়েছে। অর্থনীতিবিদরা বলছেন, এ ধারা অব্যাহত থাকলে চলতি অর্থবছরে নতুন রেকর্ড হবে। বাংলাদেশ ব্যাংকের তথ্য অনুযায়ী বছরের শেষ মাসে প্রবাসী আয় এসেছে রেকর্ড পরিমাণ। প্রবাসীরা বৈধ পথে অর্থ পাঠানোয় রিজার্ভ বেড়েছে এবং বৈদেশিক মুদ্রার বাজারে স্থিতিশীলতা এসেছে। হুন্ডি প্রতিরোধে নানা উদ্যোগের [487, 262, 559, 689]
corporate-rule [14, 792, 636, 794]
remittance-col-4 [251, 152, 326, 518]
corporate-caption-2 [224, 947, 422, 997]
body-text: বাংলাদেশ ব্যাংকের তথ্য অনুযায়ী বছরের শেষ মাসে প্রবাসী আয় এসেছে রেকর্ড পরিমাণ। প্রবাসীরা বৈধ পথে অর্থ পাঠানোয় রিজার্ভ বেড়েছে এবং বৈদেশিক মুদ্রার বাজারে স্থিতিশীলতা এসেছে। হুন্ডি প্রতিরোধে নানা উদ্যোগের ফলে ব্যাংকিং চ্যানেলে আয় বেড়েছে। অর্থনীতিবিদরা বলছেন, এ ধারা অব্যাহত থাকলে চলতি অর্থবছরে নতুন রেকর্ড হবে। বাংলাদেশ ব্যাংকের তথ্য অনুযায়ী বছরের শেষ মাসে প্রবাসী আয় এসেছে রেকর্ড পরিমাণ। প্রবাসীরা বৈধ পথে অর্থ পাঠানোয় রিজার্ভ বেড়েছে এবং বৈদেশিক মুদ্রার বাজারে স্থিতিশীলতা এসেছে। হুন্ডি প্রতিরোধে নানা উদ্যোগের ফলে ব্যাংকিং চ্যানেলে আয় বেড়েছে। অর্থনীতিবিদরা বলছেন, এ ধারা অব্যাহত থাকলে চলতি অর্থবছরে নতুন রেকর্ড হবে। বাংলাদেশ ব্যাংকের তথ্য অনুযায়ী বছরের শেষ মাসে প্রবাসী আয় [93, 400, 167, 517]
online-col-3 [570, 704, 636, 785]
trump-photo [335, 43, 635, 205]
online-dateline: অর্থনৈতিক বার্তা পরিবেশক [430, 704, 479, 709]
corporate-photo-1 [15, 822, 217, 922]
corporate-caption-1 [14, 936, 214, 998]
trade-col-1 [335, 262, 407, 690]
masthead [385, 15, 488, 37]
body-text: বাংলাদেশ ব্যাংকের তথ্য অনুযায়ী বছরের শেষ মাসে প্রবাসী আয় এসেছে রেকর্ড পরিমাণ। প্রবাসীরা বৈধ পথে অর্থ পাঠানোয় রিজার্ভ বেড়েছে এবং বৈদেশিক মুদ্রার বাজারে স্থিতিশীলতা এসেছে। হুন্ডি প্রতিরোধে নানা উদ্যোগের ফলে ব্যাংকিং চ্যানেলে আয় বেড়েছে। অর্থনীতিবিদরা বলছেন, এ ধারা অব্যাহত থাকলে চলতি অর্থবছরে নতুন রেকর্ড হবে। বাংলাদেশ ব্যাংকের তথ্য অনুযায়ী বছরের শেষ মাসে প্রবাসী আয় এসেছে রেকর্ড পরিমাণ। প্রবাসীরা বৈধ পথে অর্থ পাঠানোয় রিজার্ভ বেড়েছে এবং বৈদেশিক মুদ্রার বাজারে স্থি [93, 152, 167, 232]
podium [405, 191, 575, 205]
date-bengali: ঢাকা । শনিবার ১৯ পৌষ ১৪৩২ [16, 19, 85, 25]
event-banner [71, 825, 153, 858]
page-number: ৯ [608, 14, 633, 45]
port-col-1 [14, 582, 88, 787]
body-text: বাংলাদেশ ব্যাংকের তথ্য অনুযায়ী বছরের শেষ মাসে প্রবাসী আয় এসেছে রেকর্ড পরিমাণ। প্রবাসীরা বৈধ পথে অর্থ পাঠানোয় রিজার্ভ বেড়েছে এবং বৈদেশিক মুদ্রার বাজারে স্থিতিশীলতা এসেছে। হুন্ডি প্রতিরোধে নানা উদ্যোগের ফলে ব্যাংকিং চ্যানেলে আয় বেড়েছে। অর্থনীতিবিদরা বলছেন, এ ধারা অব্যাহত থাকলে চলতি অর্থবছরে নতুন রেকর্ড হবে। বাংলাদেশ ব্যাংকের তথ্য অনুযায়ী বছরের শেষ মাসে প্রবাসী আয় এসেছে রেকর্ড পরিমাণ। প্রবাসীরা বৈধ পথে অর্থ পাঠানোয় রিজার্ভ বেড়েছে এবং বৈদেশিক মুদ্রার বাজারে স্থিতিশীলতা এসেছে। হুন্ডি প্রতিরোধে নানা উদ্যোগের ফলে ব্যাংকিং চ্যানেলে আয় বেড়েছে। অর্থনীতিবিদরা বলছেন, এ ধারা অব্যাহত থাকলে চলতি অর্থবছরে নতুন রেকর্ড হবে। বাংলাদেশ ব্যাংকের তথ্য অনুযায়ী বছরের শেষ মাসে প্রবাসী আয় এসেছে রেকর্ড পরিমাণ। প্রবাসীরা বৈধ পথে অর্থ পাঠানোয় রিজার্ভ বেড়েছে এবং বৈদেশিক মুদ্রার বাজারে স্থিতিশীলতা এসেছে। হুন্ডি প্রতিরোধে নানা উদ্যোগের ফলে ব্যাংকিং চ্যানেলে আয় বেড়েছে। অর্থনীতিবিদরা বলছেন, এ ধারা অব্যাহত থাকলে চলতি অর্থবছরে নতুন রেকর্ড হবে। বাংলাদেশ ব্যাংকের তথ্য অনুযায়ী বছরের শেষ মাসে প্রবাসী আয় এসেছে রেকর্ড পরিমাণ। প্রবাসীরা বৈধ পথে অর্থ পাঠানোয় রিজার্ভ বেড়েছে এবং বৈদেশিক মুদ্রার বাজারে স্থিতিশীলতা এসেছে। হুন্ডি প্রতিরোধে নানা উদ্যোগের ফলে ব্যাংকিং চ্যানেলে আয় বেড়েছে। অর্থনীতিবিদরা বলছেন, এ ধারা অব্যাহত থাকলে চলতি অর্থবছরে নতুন রেকর্ড হবে। বাংলাদেশ ব্যাংকের তথ্য অনুযায়ী বছরের শেষ মাসে প্রবাসী আয় এসেছে রেকর্ড পরিমাণ। প্রবাসীরা বৈধ পথে অর্থ পাঠানোয় রিজার্ভ বেড়েছে এবং বৈদেশিক মুদ্রার বাজারে স্থিতিশীলতা এসেছে। হুন্ডি প্রতিরোধে নানা উদ্যোগের ফলে ব্যাংকিং চ্যানেলে আয় বেড়েছে। অর্থনীতিবিদরা বলছেন, এ ধারা অব্যাহত থাকলে চলতি অর্থবছরে নতুন রেকর্ড হবে। বাংলাদেশ ব্যাংকের তথ্য অনুযায়ী বছরের শেষ মাসে প্রবাসী আয় এসেছে রেকর্ড পরিমাণ। প্রবাসীরা বৈধ পথে অর্থ পাঠানোয় রিজার্ভ বেড়েছে এবং বৈদেশিক মুদ্রার বাজারে স্থিতিশীলতা এসেছে। হুন্ডি প্রতিরোধে নানা উদ্যোগের ফলে ব্যাংকিং চ্যানেলে আয় বেড়েছে। অর্থনীতিবিদরা বলছেন, এ ধারা অব্যাহত থাকলে চলতি অর্থবছরে নতুন রেকর্ড হবে। বাংলাদেশ ব্যাংকের তথ্য অনুযায়ী বছরের শেষ মাসে প্রবাসী আয় এসেছে রেকর্ড পরিমাণ। প্রবাসীরা বৈধ পথে অর্থ পাঠানোয় রিজার্ভ বেড়েছে এবং বৈদেশিক মুদ্রার বাজারে স্থিতিশীলতা এসেছে। হুন্ডি প্রতিরোধে নানা উদ্যোগের ফলে ব্যাংকিং চ্যানেলে আয় বেড়েছে। অর্থনীতিবিদরা বলছেন, এ ধারা অব্যাহত থাকলে চলতি অর্থবছরে নতুন রেকর্ড হবে। বাংলাদেশ ব্যাংকের তথ্য অনুযায়ী বছরের শেষ মাসে প্রবাসী আয় এসেছে রেকর্ড পরিমাণ। প্রবাসীরা বৈধ পথে অর্থ পাঠানোয় রিজার্ভ বেড়েছে এবং বৈদেশিক মুদ্রার বাজারে স্থিতিশীলতা এসেছে। হুন্ডি প্রতিরোধে নানা উদ্যোগের [411, 262, 483, 689]
remittance-dateline: অর্থনৈতিক বার্তা পরিবেশক [14, 152, 63, 157]
body-text: বাংলাদেশ ব্যাংকের তথ্য অনুযায়ী বছরের শেষ মাসে প্রবাসী আয় এসেছে রেকর্ড পরিমাণ। প্রবাসীরা বৈধ পথে অর্থ পাঠানোয় রিজার্ভ বেড়েছে এবং বৈদেশিক মুদ্রার বাজারে স্থিতিশীলতা এসেছে। হুন্ডি প্রতিরোধে নানা উদ্যোগের ফলে ব্যাংকিং চ্যানেলে আয় বেড়েছে। অর্থনীতিবিদরা বলছেন, এ ধারা অব্যাহত থাকলে চলতি অর্থবছরে নতুন রেকর্ড হবে। বাংলাদেশ ব্যাংকের তথ্য অনুযায়ী বছরের শেষ মাসে প্রবাসী আয় এসেছে রেকর্ড পরিমাণ। প্রবাসীরা বৈধ পথে অর্থ পাঠানোয় রিজার্ভ [172, 582, 246, 656]
